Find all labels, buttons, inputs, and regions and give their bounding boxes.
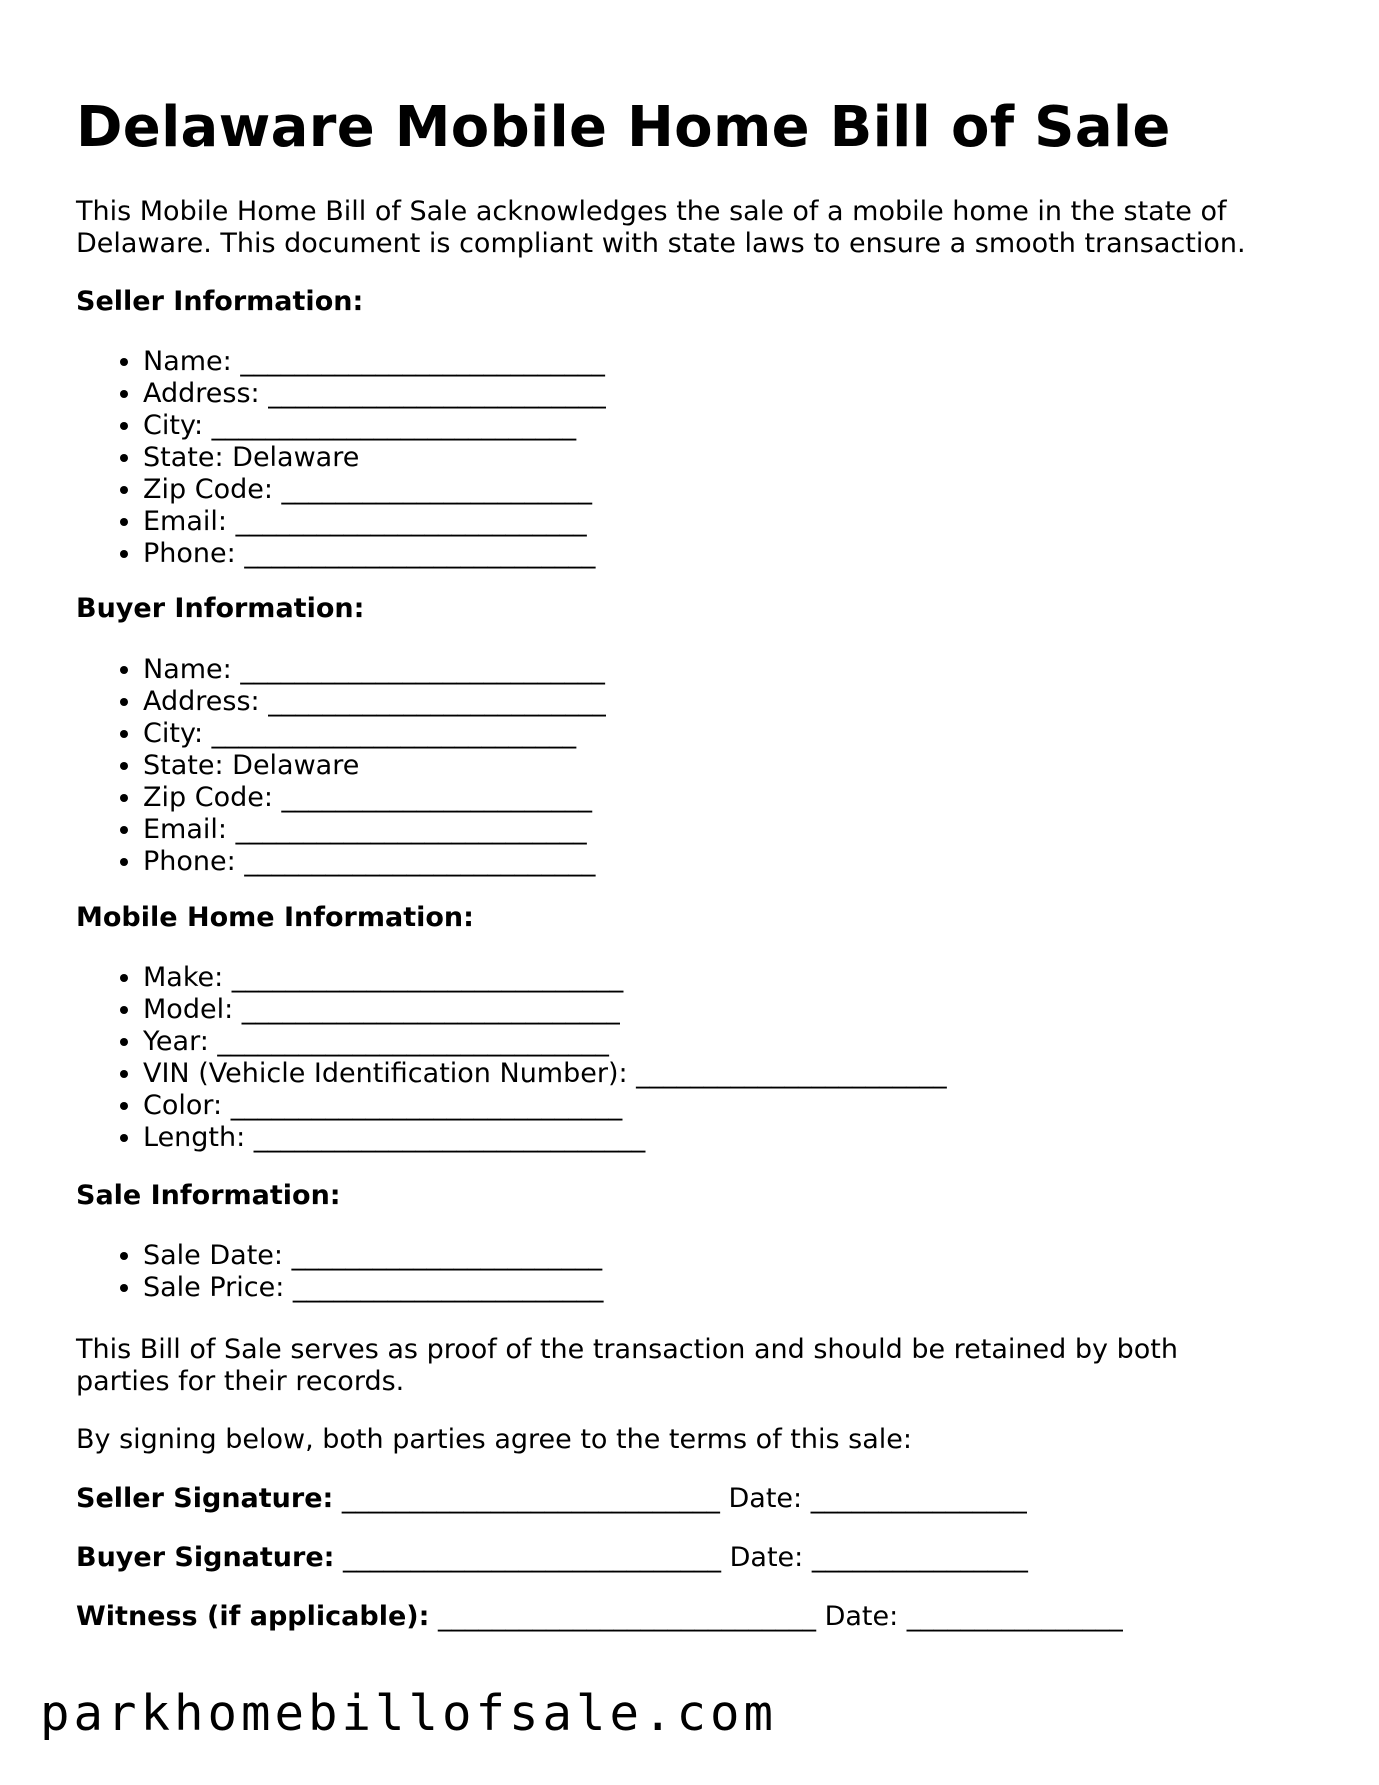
seller-address-field: • Address: _________________________ bbox=[143, 378, 606, 410]
witness-signature-line bbox=[76, 1601, 1123, 1633]
retain-paragraph: This Bill of Sale serves as proof of the transaction and should be retained by both parties for their records. bbox=[76, 1334, 1178, 1397]
sale-date-field: • Sale Date: _______________________ bbox=[143, 1240, 603, 1272]
year-field: • Year: _____________________________ bbox=[143, 1026, 947, 1058]
buyer-address-field: • Address: _________________________ bbox=[143, 686, 606, 718]
buyer-signature-label: Buyer Signature: bbox=[76, 1542, 335, 1573]
model-field: • Model: ____________________________ bbox=[143, 994, 947, 1026]
buyer-state-field: • State: Delaware bbox=[143, 750, 606, 782]
vin-field: • VIN (Vehicle Identification Number): _______________________ bbox=[143, 1058, 947, 1090]
seller-list bbox=[76, 346, 606, 570]
site-watermark: parkhomebillofsale.com bbox=[40, 1685, 778, 1742]
seller-signature-line bbox=[76, 1483, 1027, 1515]
buyer-phone-field: • Phone: __________________________ bbox=[143, 846, 606, 878]
seller-state-field: • State: Delaware bbox=[143, 442, 606, 474]
seller-zip-field: • Zip Code: _______________________ bbox=[143, 474, 606, 506]
document-title: Delaware Mobile Home Bill of Sale bbox=[76, 95, 1171, 160]
color-field: • Color: _____________________________ bbox=[143, 1090, 947, 1122]
buyer-city-field: • City: ___________________________ bbox=[143, 718, 606, 750]
buyer-email-field: • Email: __________________________ bbox=[143, 814, 606, 846]
length-field: • Length: _____________________________ bbox=[143, 1122, 947, 1154]
sale-list bbox=[76, 1240, 603, 1304]
seller-phone-field: • Phone: __________________________ bbox=[143, 538, 606, 570]
seller-email-field: • Email: __________________________ bbox=[143, 506, 606, 538]
make-field: • Make: _____________________________ bbox=[143, 962, 947, 994]
intro-paragraph: This Mobile Home Bill of Sale acknowledges the sale of a mobile home in the state of Delaware. This document is compliant with state laws to ensure a smooth transaction. bbox=[76, 196, 1246, 259]
agree-paragraph: By signing below, both parties agree to the terms of this sale: bbox=[76, 1424, 912, 1455]
seller-signature-label: Seller Signature: bbox=[76, 1483, 334, 1514]
buyer-name-field: • Name: ___________________________ bbox=[143, 654, 606, 686]
buyer-heading: Buyer Information: bbox=[76, 593, 365, 624]
witness-signature-label: Witness (if applicable): bbox=[76, 1601, 430, 1632]
sale-price-field: • Sale Price: _______________________ bbox=[143, 1272, 603, 1304]
buyer-zip-field: • Zip Code: _______________________ bbox=[143, 782, 606, 814]
seller-signature-blank: ____________________________ Date: ________________ bbox=[333, 1483, 1027, 1514]
seller-city-field: • City: ___________________________ bbox=[143, 410, 606, 442]
mobile-home-list bbox=[76, 962, 947, 1154]
witness-signature-blank: ____________________________ Date: ________________ bbox=[429, 1601, 1123, 1632]
sale-heading: Sale Information: bbox=[76, 1180, 341, 1211]
seller-heading: Seller Information: bbox=[76, 286, 364, 317]
seller-name-field: • Name: ___________________________ bbox=[143, 346, 606, 378]
buyer-list bbox=[76, 654, 606, 878]
buyer-signature-line bbox=[76, 1542, 1028, 1574]
mobile-home-heading: Mobile Home Information: bbox=[76, 902, 474, 933]
buyer-signature-blank: ____________________________ Date: ________________ bbox=[334, 1542, 1028, 1573]
